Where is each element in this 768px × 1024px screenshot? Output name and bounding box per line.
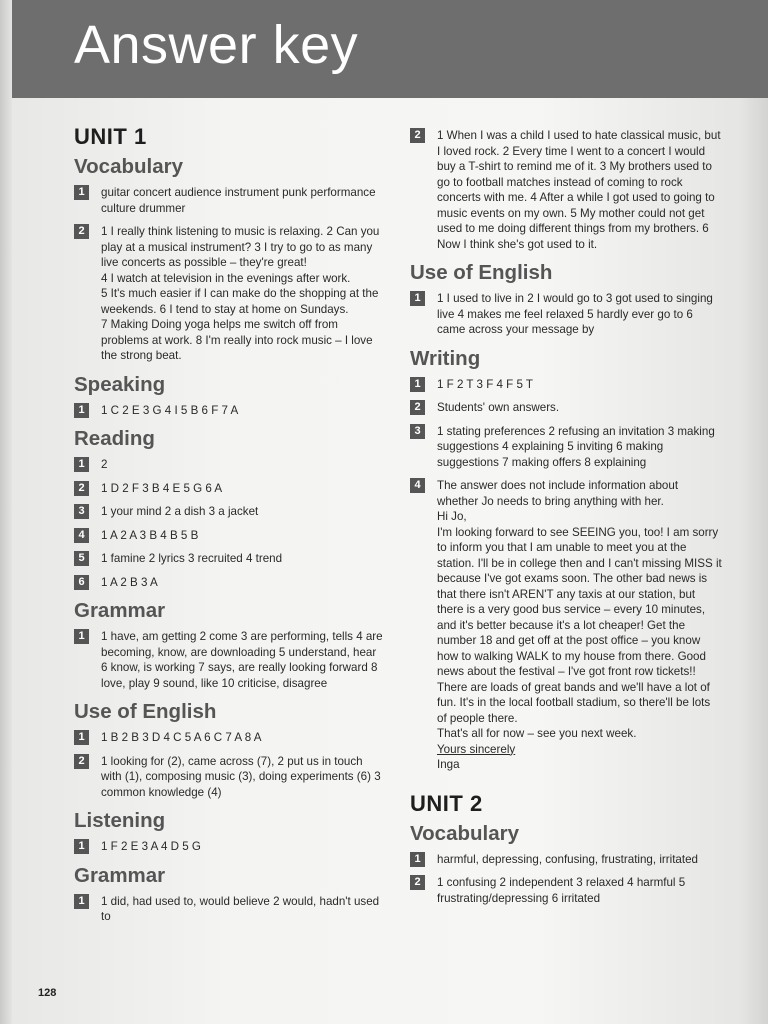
exercise [74,457,384,473]
speaking-heading: Speaking [74,372,166,396]
use-of-english-heading: Use of English [410,261,553,284]
exercise-answer: 1 C 2 E 3 G 4 I 5 B 6 F 7 A [101,403,239,417]
exercise [410,852,722,868]
exercise-answer: 1 stating preferences 2 refusing an invitation 3 making suggestions 4 explaining 5 inviting 6 making suggestions 7 making offers 8 explaining [437,424,715,469]
exercise-answer: 1 looking for (2), came across (7), 2 put us in touch with (1), composing music (3), doing experiments (6) 3 common knowledge (4) [101,754,381,799]
exercise [410,291,722,338]
exercise-number: 1 [74,403,89,418]
exercise-number: 2 [410,875,425,890]
exercise [74,894,384,925]
exercise [74,839,384,855]
exercise-answer: 1 F 2 E 3 A 4 D 5 G [101,840,201,853]
letter-signoff: Yours sincerely [437,742,516,756]
exercise [74,629,384,691]
exercise [410,478,722,773]
exercise [74,551,384,567]
exercise-number: 4 [74,528,89,543]
exercise [74,504,384,520]
exercise-answer: 1 your mind 2 a dish 3 a jacket [101,505,259,518]
exercise-number: 1 [74,894,89,909]
exercise-answer: 1 I used to live in 2 I would go to 3 got used to singing live 4 makes me feel relaxed 5 hardly ever go to 6 came across your message by [437,292,713,336]
page-number: 128 [38,987,57,999]
grammar-heading: Grammar [74,863,166,887]
exercise-answer: harmful, depressing, confusing, frustrating, irritated [437,852,698,866]
exercise-answer: 1 confusing 2 independent 3 relaxed 4 harmful 5 frustrating/depressing 6 irritated [437,876,686,905]
exercise-answer: 1 A 2 A 3 B 4 B 5 B [101,528,199,542]
answer-intro: The answer does not include information about whether Jo needs to bring anything with her. [437,479,679,508]
exercise-number: 1 [74,629,89,644]
exercise-number: 6 [74,575,89,590]
exercise-answer: 1 A 2 B 3 A [101,575,158,589]
exercise-number: 2 [410,400,425,415]
exercise-number: 3 [410,424,425,439]
answer-line: 7 Making Doing yoga helps me switch off from problems at work. 8 I'm really into rock music – I love the strong beat. [101,318,373,362]
page-edge-shadow [740,0,768,1024]
exercise [74,528,384,544]
use-of-english-heading: Use of English [74,700,217,723]
letter-body: I'm looking forward to see SEEING you, too! I am sorry to inform you that I am unable to meet you at the station. I'll be in college then and I can't missing MISS it because I've got exams soon. The other bad news is that there isn't AREN'T any taxis at our station, but there is a very good bus service – every 10 minutes, and it's better because it's a lot cheaper! Get the number 18 and get off at the post office – you know how to walking WALK to my house from there. Good news about the festival – I've got front row tickets!! There are loads of great bands and we'll have a lot of fun. It's in the local football stadium, so there'll be lots of people there. [437,525,722,725]
exercise [410,377,722,393]
exercise-number: 3 [74,504,89,519]
letter-greeting: Hi Jo, [437,510,467,523]
exercise-number: 2 [410,128,425,143]
exercise [74,185,384,216]
exercise-number: 1 [410,291,425,306]
exercise-number: 5 [74,551,89,566]
vocabulary-heading: Vocabulary [74,155,183,178]
exercise-answer [437,478,722,773]
exercise-answer: 1 famine 2 lyrics 3 recruited 4 trend [101,552,283,565]
grammar-heading: Grammar [74,599,166,622]
exercise-number: 1 [74,839,89,854]
answer-line: 4 I watch at television in the evenings after work. [101,271,351,285]
exercise [410,424,722,471]
exercise-number: 1 [410,377,425,392]
exercise-answer: 1 have, am getting 2 come 3 are performing, tells 4 are becoming, know, are downloading 5 understand, hear 6 know, is working 7 says, are really looking forward 8 love, play 9 sound, like 10 criticise, disagree [101,630,383,690]
exercise-number: 2 [74,754,89,769]
reading-heading: Reading [74,427,155,450]
writing-heading: Writing [410,346,481,370]
answer-line: 1 I really think listening to music is relaxing. 2 Can you play at a musical instrument? 3 I try to go to as many live concerts as possible – they're great! [101,225,380,269]
exercise-number: 4 [410,478,425,493]
exercise-number: 1 [74,730,89,745]
listening-heading: Listening [74,809,166,832]
exercise-number: 1 [74,457,89,472]
exercise-answer: 1 B 2 B 3 D 4 C 5 A 6 C 7 A 8 A [101,731,262,744]
exercise-answer: 2 [101,458,108,471]
exercise-answer: guitar concert audience instrument punk performance culture drummer [101,186,376,215]
exercise-number: 2 [74,481,89,496]
exercise-number: 1 [74,185,89,200]
letter-signature: Inga [437,758,460,771]
exercise [410,400,722,416]
exercise-number: 2 [74,224,89,239]
exercise-answer [101,224,384,364]
exercise [410,875,722,906]
exercise [410,128,722,252]
binding-edge [0,0,12,1024]
exercise [74,754,384,801]
exercise [74,575,384,591]
page-title: Answer key [74,15,359,75]
vocabulary-heading: Vocabulary [410,821,519,845]
exercise-answer: 1 When I was a child I used to hate classical music, but I loved rock. 2 Every time I went to a concert I would buy a T-shirt to remind me of it. 3 My brothers used to go to football matches instead of coming to rock concerts with me. 4 After a while I got used to going to music events on my own. 5 My mother could not get used to me doing different things from my brothers. 6 Now I think she's got used to it. [437,129,721,251]
exercise-answer: 1 F 2 T 3 F 4 F 5 T [437,377,534,391]
exercise [74,224,384,364]
exercise-answer: Students' own answers. [437,401,560,414]
unit-1-heading: UNIT 1 [74,124,147,149]
left-column [74,124,384,933]
right-column [410,128,722,914]
answer-line: 5 It's much easier if I can make do the shopping at the weekends. 6 I tend to stay at home on Sundays. [101,287,379,316]
exercise [74,481,384,497]
unit-2-heading: UNIT 2 [410,790,483,816]
exercise-number: 1 [410,852,425,867]
exercise [74,730,384,746]
exercise-answer: 1 D 2 F 3 B 4 E 5 G 6 A [101,481,223,495]
letter-closing-line: That's all for now – see you next week. [437,727,637,740]
exercise [74,403,384,419]
exercise-answer: 1 did, had used to, would believe 2 would, hadn't used to [101,894,380,923]
